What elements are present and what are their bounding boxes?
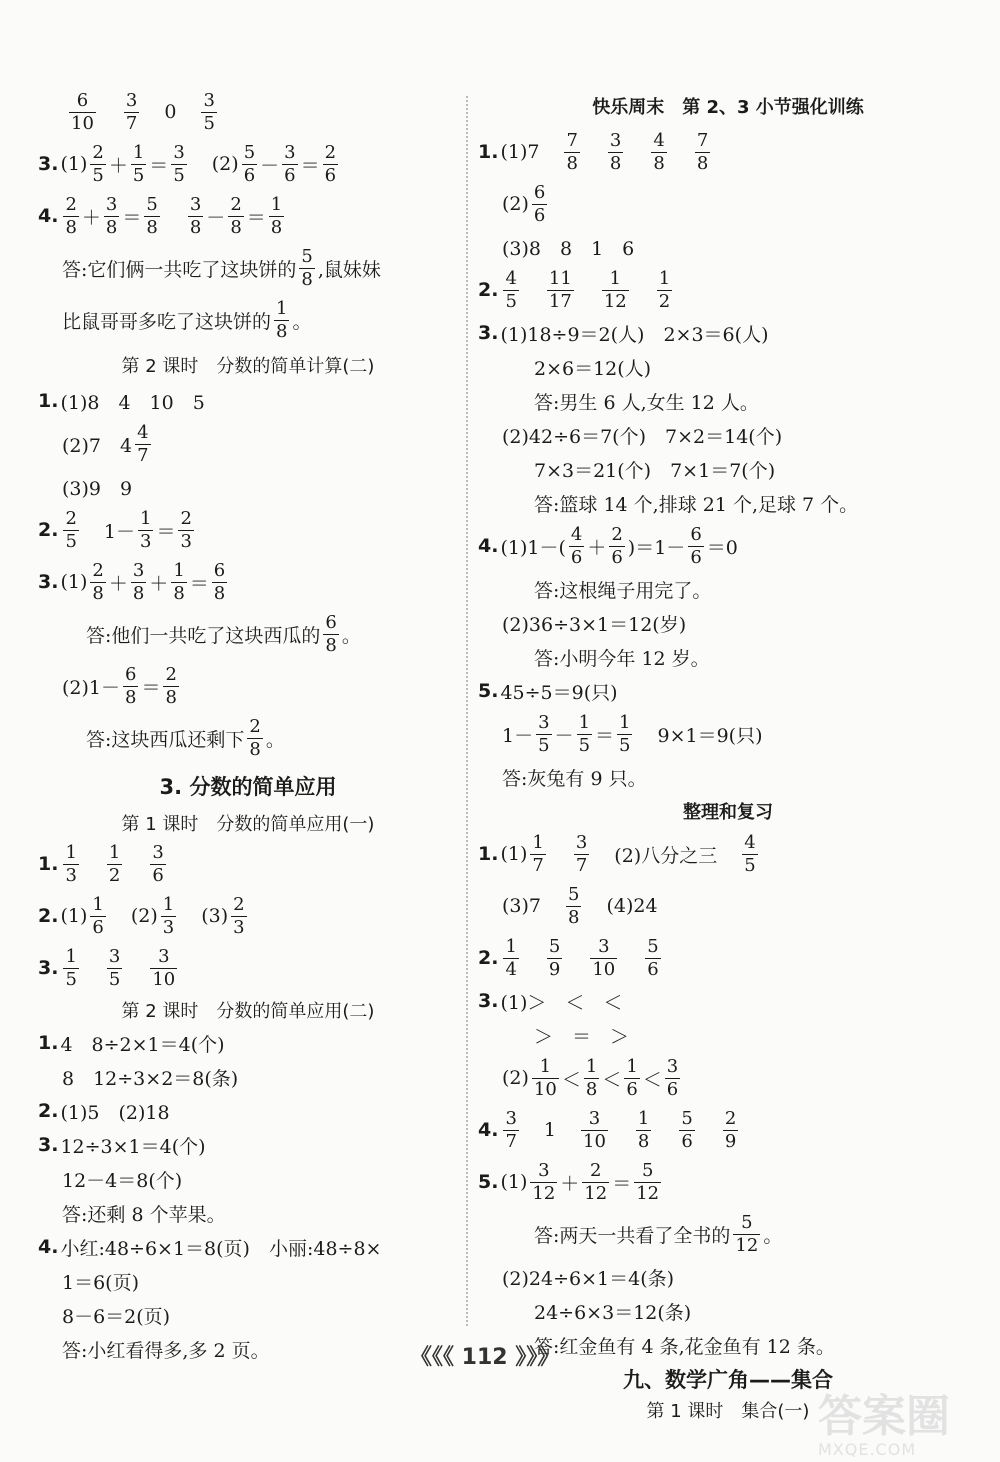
answer-line: 答:篮球 14 个,排球 21 个,足球 7 个。	[534, 493, 859, 516]
item-3: 3. (1) $\frac{2}{5}$ ＋ $\frac{1}{5}$ ＝ $\frac{3}{5}$ (2) $\frac{5}{6}$ － $\frac{3}{6}$ ＝ $\frac{2}{6}$	[38, 141, 337, 186]
item-3: 3. (1)18÷9＝2(人) 2×3＝6(人)	[478, 322, 769, 346]
item-1-part2: (2) $\frac{6}{6}$	[502, 181, 546, 226]
item-3: 3. (1) $\frac{2}{8}$ ＋ $\frac{3}{8}$ ＋ $\frac{1}{8}$ ＝ $\frac{6}{8}$	[38, 559, 226, 604]
item-5: 5. (1) $\frac{3}{12}$ ＋ $\frac{2}{12}$ ＝ $\frac{5}{12}$	[478, 1159, 660, 1204]
fraction: $\frac{3}{7}$	[125, 89, 138, 134]
right-column	[478, 86, 978, 1424]
item-4-cont: 1＝6(页)	[62, 1271, 140, 1294]
item-5-part2: (2)24÷6×1＝4(条)	[502, 1267, 675, 1290]
item-1-part2: (3)7 $\frac{5}{8}$ (4)24	[502, 883, 658, 928]
answer-line: 答:男生 6 人,女生 12 人。	[534, 391, 759, 414]
item-4: 4. $\frac{2}{8}$ ＋ $\frac{3}{8}$ ＝ $\frac{5}{8}$ $\frac{3}{8}$ － $\frac{2}{8}$ ＝ $\frac{1}{8}$	[38, 193, 283, 238]
answer-line: 答:小明今年 12 岁。	[534, 647, 710, 670]
item-1-cont: 8 12÷3×2＝8(条)	[62, 1067, 239, 1090]
item-4-cont: 8－6＝2(页)	[62, 1305, 171, 1328]
item-3: 3. $\frac{1}{5}$ $\frac{3}{5}$ $\frac{3}{10}$	[38, 945, 176, 990]
item-5-cont: 1－ $\frac{3}{5}$ － $\frac{1}{5}$ ＝ $\frac{1}{5}$ 9×1＝9(只)	[502, 711, 763, 756]
item-4: 4. (1)1－( $\frac{4}{6}$ ＋ $\frac{2}{6}$ )＝1－ $\frac{6}{6}$ ＝0	[478, 523, 738, 568]
item-3-cont: 12－4＝8(个)	[62, 1169, 183, 1192]
answer-line: 答:它们俩一共吃了这块饼的 $\frac{5}{8}$ ,鼠妹妹	[62, 245, 381, 290]
item-1-part3: (3)9 9	[62, 477, 133, 500]
answer-line: 答:这块西瓜还剩下 $\frac{2}{8}$ 。	[86, 715, 285, 760]
item-1: 1. (1)8 4 10 5	[38, 390, 205, 414]
item-4: 4. 小红:48÷6×1＝8(页) 小丽:48÷8×	[38, 1236, 382, 1260]
item-2: 2. (1) $\frac{1}{6}$ (2) $\frac{1}{3}$ (3) $\frac{2}{3}$	[38, 893, 245, 938]
item-1: 1. $\frac{1}{3}$ $\frac{1}{2}$ $\frac{3}{6}$	[38, 841, 164, 886]
item-3-part2: (2)1－ $\frac{6}{8}$ ＝ $\frac{2}{8}$	[62, 663, 177, 708]
left-column	[38, 86, 458, 1366]
page-number: 《《《 112 》》》	[410, 1345, 560, 1370]
section-heading: 第 2 课时 分数的简单应用(二)	[121, 1001, 375, 1022]
item-2: 2. (1)5 (2)18	[38, 1100, 170, 1124]
item-3-part2: (2) $\frac{1}{10}$ ＜ $\frac{1}{8}$ ＜ $\frac{1}{6}$ ＜ $\frac{3}{6}$	[502, 1055, 679, 1100]
item-3: 3. (1)＞ ＜ ＜	[478, 990, 623, 1014]
section-heading: 第 2 课时 分数的简单计算(二)	[121, 356, 375, 377]
item-2: 2. $\frac{2}{5}$ 1－ $\frac{1}{3}$ ＝ $\frac{2}{3}$	[38, 507, 192, 552]
section-heading: 第 1 课时 分数的简单应用(一)	[121, 814, 375, 835]
item-3-cont: ＞ ＝ ＞	[534, 1025, 630, 1048]
chapter-title: 九、数学广角——集合	[623, 1368, 833, 1392]
item-1-part2: (2)7 4 $\frac{4}{7}$	[62, 421, 149, 466]
watermark-logo: 答案圈 MXQE.COM	[818, 1391, 950, 1459]
answer-line: 答:小红看得多,多 2 页。	[62, 1339, 270, 1362]
item-1-part3: (3)8 8 1 6	[502, 237, 635, 260]
item-4-part2: (2)36÷3×1＝12(岁)	[502, 613, 687, 636]
item-3-cont: 7×3＝21(个) 7×1＝7(个)	[534, 459, 776, 482]
item-3-cont: 2×6＝12(人)	[534, 357, 652, 380]
answer-line: 答:他们一共吃了这块西瓜的 $\frac{6}{8}$ 。	[86, 611, 361, 656]
section-heading: 第 1 课时 集合(一)	[646, 1401, 810, 1422]
answer-line: 答:还剩 8 个苹果。	[62, 1203, 226, 1226]
answer-line: 答:这根绳子用完了。	[534, 579, 712, 602]
answer-line: 答:两天一共看了全书的 $\frac{5}{12}$ 。	[534, 1211, 783, 1256]
line-fractions-top: $\frac{6}{10}$ $\frac{3}{7}$ 0 $\frac{3}{5}$	[71, 89, 215, 134]
item-1: 1. 4 8÷2×1＝4(个)	[38, 1032, 225, 1056]
answer-line: 答:灰兔有 9 只。	[502, 767, 647, 790]
section-title: 整理和复习	[683, 802, 773, 823]
item-4: 4. $\frac{3}{7}$ 1 $\frac{3}{10}$ $\frac{1}{8}$ $\frac{5}{6}$ $\frac{2}{9}$	[478, 1107, 737, 1152]
item-5-cont: 24÷6×3＝12(条)	[534, 1301, 692, 1324]
section-title: 快乐周末 第 2、3 小节强化训练	[592, 97, 864, 118]
item-2: 2. $\frac{4}{5}$ $\frac{11}{17}$ $\frac{1}{12}$ $\frac{1}{2}$	[478, 267, 671, 312]
item-1: 1. (1) $\frac{1}{7}$ $\frac{3}{7}$ (2)八分之三 $\frac{4}{5}$	[478, 831, 756, 876]
answer-line: 答:红金鱼有 4 条,花金鱼有 12 条。	[534, 1335, 835, 1358]
fraction: $\frac{3}{5}$	[203, 89, 215, 134]
item-3: 3. 12÷3×1＝4(个)	[38, 1134, 206, 1158]
column-divider	[466, 96, 468, 1326]
fraction: $\frac{6}{10}$	[71, 89, 94, 134]
chapter-title: 3. 分数的简单应用	[159, 775, 337, 799]
item-3-part2: (2)42÷6＝7(个) 7×2＝14(个)	[502, 425, 783, 448]
item-1: 1. (1)7 $\frac{7}{8}$ $\frac{3}{8}$ $\frac{4}{8}$ $\frac{7}{8}$	[478, 129, 709, 174]
answer-line: 比鼠哥哥多吃了这块饼的 $\frac{1}{8}$ 。	[62, 297, 312, 342]
item-2: 2. $\frac{1}{4}$ $\frac{5}{9}$ $\frac{3}{10}$ $\frac{5}{6}$	[478, 935, 659, 980]
item-5: 5. 45÷5＝9(只)	[478, 680, 618, 704]
